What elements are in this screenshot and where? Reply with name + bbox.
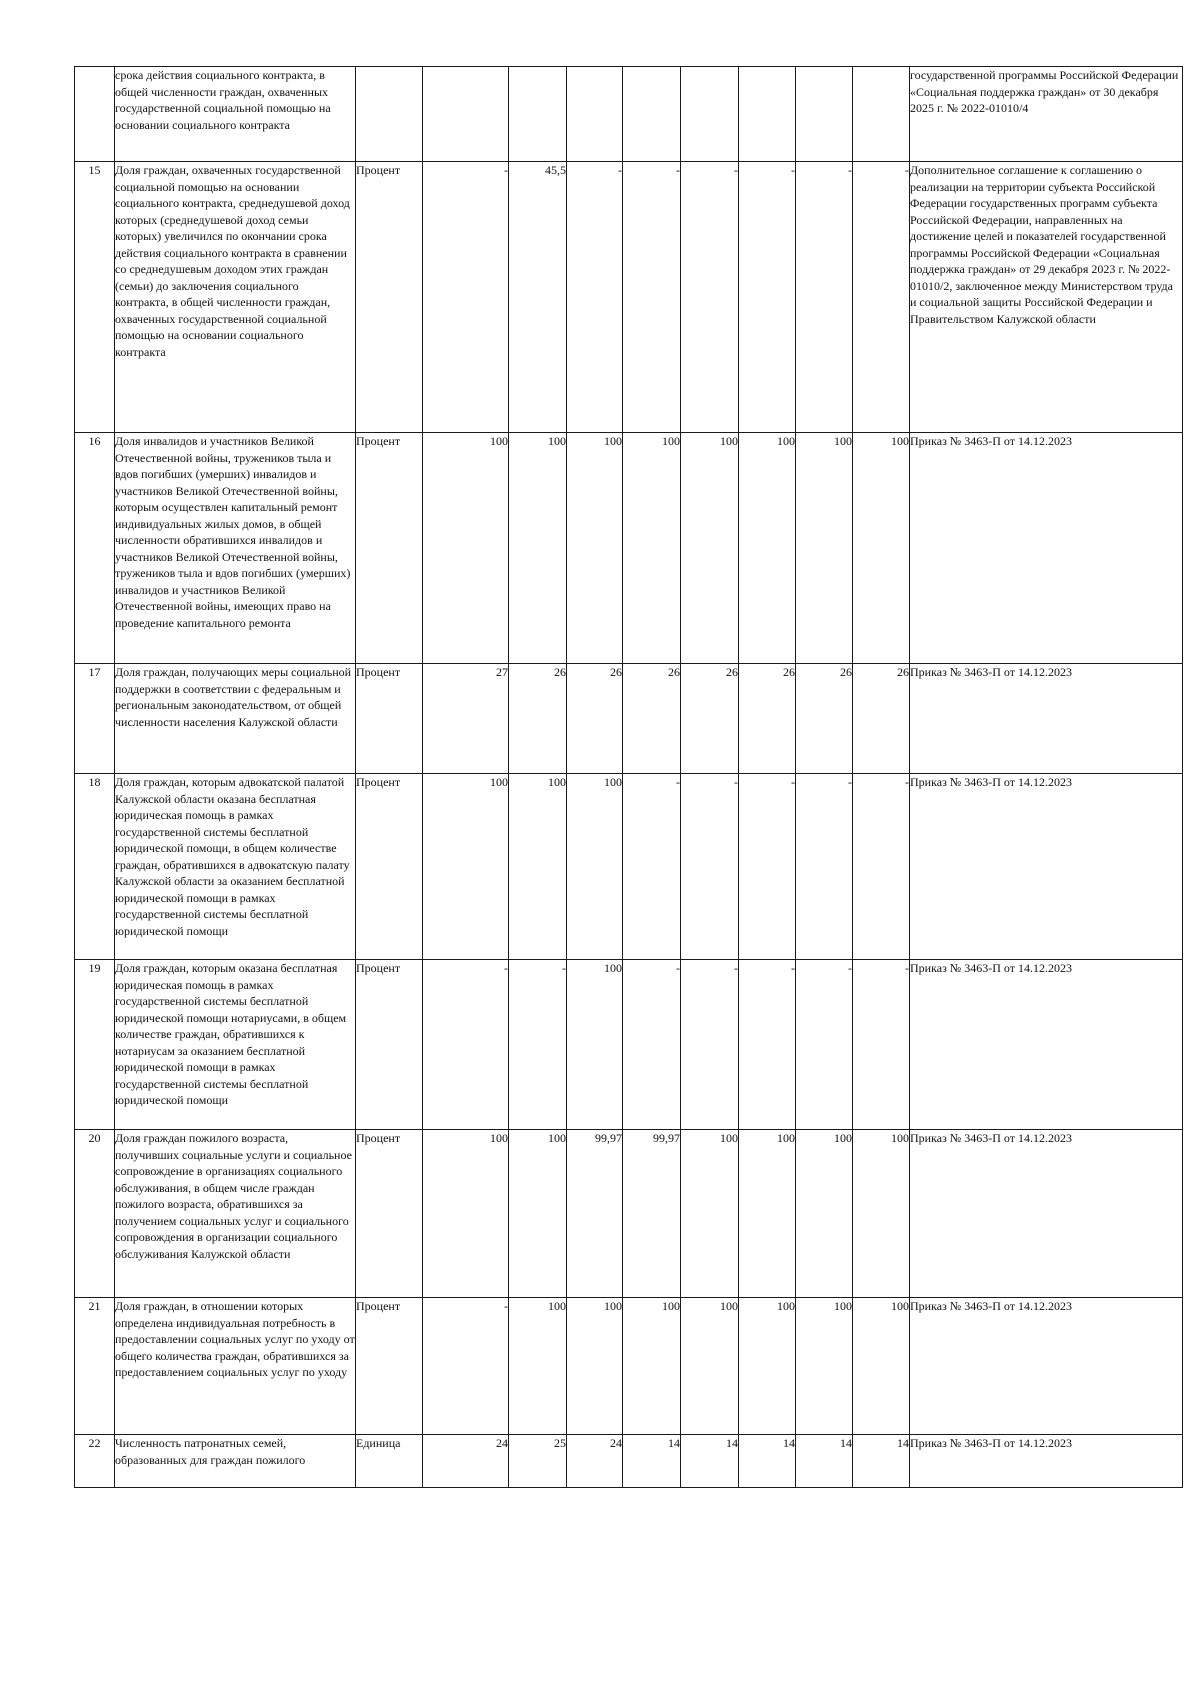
table-row (75, 960, 1183, 1130)
table-row (75, 433, 1183, 664)
value-cell: 100 (739, 1298, 796, 1435)
value-cell (739, 67, 796, 162)
value-cell: - (681, 162, 739, 433)
value-cell: 100 (567, 960, 623, 1130)
indicator-name: Доля граждан, охваченных государственной социальной помощью на основании социального контракта, среднедушевой доход которых (среднедушевой доход семьи которых) увеличился по окончании срока действия социального контракта в сравнении со среднедушевым доходом этих граждан (семьи) до заключения социального контракта, в общей численности граждан, охваченных государственной социальной помощью на основании социального контракта (115, 162, 356, 433)
value-cell: - (853, 162, 910, 433)
value-cell: 100 (796, 433, 853, 664)
source-document: Дополнительное соглашение к соглашению о реализации на территории субъекта Российской Федерации государственных программ субъекта Российской Федерации, направленных на достижение целей и показателей государственной программы Российской Федерации «Социальная поддержка граждан» от 29 декабря 2023 г. № 2022-01010/2, заключенное между Министерством труда и социальной защиты Российской Федерации и Правительством Калужской области (910, 162, 1183, 433)
table-row (75, 1298, 1183, 1435)
value-cell: 100 (423, 774, 509, 960)
value-cell: 99,97 (623, 1130, 681, 1298)
unit-cell: Процент (356, 664, 423, 774)
value-cell: - (423, 960, 509, 1130)
value-cell: 100 (567, 1298, 623, 1435)
value-cell: 26 (567, 664, 623, 774)
source-document: Приказ № 3463-П от 14.12.2023 (910, 433, 1183, 664)
source-document: Приказ № 3463-П от 14.12.2023 (910, 1130, 1183, 1298)
table-row (75, 162, 1183, 433)
value-cell: 26 (739, 664, 796, 774)
value-cell (423, 67, 509, 162)
value-cell: 14 (853, 1435, 910, 1488)
table-body (75, 67, 1183, 1488)
value-cell: 24 (423, 1435, 509, 1488)
unit-cell (356, 67, 423, 162)
value-cell (796, 67, 853, 162)
value-cell: 14 (623, 1435, 681, 1488)
row-number: 18 (75, 774, 115, 960)
source-document: Приказ № 3463-П от 14.12.2023 (910, 1435, 1183, 1488)
value-cell: 26 (509, 664, 567, 774)
value-cell: 26 (796, 664, 853, 774)
value-cell: 100 (423, 433, 509, 664)
row-number (75, 67, 115, 162)
document-page (74, 66, 1183, 1488)
value-cell (509, 67, 567, 162)
value-cell: 100 (853, 1130, 910, 1298)
value-cell: 99,97 (567, 1130, 623, 1298)
value-cell: 14 (739, 1435, 796, 1488)
source-document: Приказ № 3463-П от 14.12.2023 (910, 960, 1183, 1130)
value-cell: 100 (623, 1298, 681, 1435)
value-cell: - (681, 960, 739, 1130)
value-cell: - (681, 774, 739, 960)
indicator-name: Доля граждан, в отношении которых определена индивидуальная потребность в предоставлении социальных услуг по уходу от общего количества граждан, обратившихся за предоставлением социальных услуг по уходу (115, 1298, 356, 1435)
unit-cell: Единица (356, 1435, 423, 1488)
value-cell (623, 67, 681, 162)
source-document: Приказ № 3463-П от 14.12.2023 (910, 1298, 1183, 1435)
indicator-name: Доля граждан, которым оказана бесплатная юридическая помощь в рамках государственной системы бесплатной юридической помощи нотариусами, в общем количестве граждан, обратившихся к нотариусам за оказанием бесплатной юридической помощи в рамках государственной системы бесплатной юридической помощи (115, 960, 356, 1130)
row-number: 15 (75, 162, 115, 433)
row-number: 21 (75, 1298, 115, 1435)
value-cell: 45,5 (509, 162, 567, 433)
unit-cell: Процент (356, 774, 423, 960)
value-cell: 100 (739, 1130, 796, 1298)
indicator-name: Численность патронатных семей, образованных для граждан пожилого (115, 1435, 356, 1488)
row-number: 17 (75, 664, 115, 774)
unit-cell: Процент (356, 960, 423, 1130)
source-document: Приказ № 3463-П от 14.12.2023 (910, 664, 1183, 774)
indicator-name: Доля граждан, которым адвокатской палатой Калужской области оказана бесплатная юридическая помощь в рамках государственной системы бесплатной юридической помощи, в общем количестве граждан, обратившихся в адвокатскую палату Калужской области за оказанием бесплатной юридической помощи в рамках государственной системы бесплатной юридической помощи (115, 774, 356, 960)
value-cell: 100 (509, 1298, 567, 1435)
value-cell: 100 (509, 774, 567, 960)
row-number: 22 (75, 1435, 115, 1488)
value-cell: - (623, 960, 681, 1130)
value-cell: 100 (681, 433, 739, 664)
unit-cell: Процент (356, 162, 423, 433)
indicator-name: Доля граждан пожилого возраста, получивших социальные услуги и социальное сопровождение в организациях социального обслуживания, в общем числе граждан пожилого возраста, обратившихся за получением социальных услуг и социального сопровождения в организации социального обслуживания Калужской области (115, 1130, 356, 1298)
value-cell: 100 (853, 1298, 910, 1435)
value-cell: 25 (509, 1435, 567, 1488)
value-cell: 100 (681, 1298, 739, 1435)
value-cell: 14 (796, 1435, 853, 1488)
indicator-name: Доля инвалидов и участников Великой Отечественной войны, тружеников тыла и вдов погибших (умерших) инвалидов и участников Великой Отечественной войны, которым осуществлен капитальный ремонт индивидуальных жилых домов, в общей численности обратившихся инвалидов и участников Великой Отечественной войны, тружеников тыла и вдов погибших (умерших) инвалидов и участников Великой Отечественной войны, имеющих право на проведение капитального ремонта (115, 433, 356, 664)
value-cell: 100 (853, 433, 910, 664)
value-cell: 100 (796, 1130, 853, 1298)
value-cell: - (739, 960, 796, 1130)
table-row (75, 1435, 1183, 1488)
value-cell: - (796, 774, 853, 960)
value-cell: 24 (567, 1435, 623, 1488)
value-cell: - (509, 960, 567, 1130)
row-number: 20 (75, 1130, 115, 1298)
value-cell: 100 (509, 1130, 567, 1298)
source-document: государственной программы Российской Федерации «Социальная поддержка граждан» от 30 декабря 2025 г. № 2022-01010/4 (910, 67, 1183, 162)
value-cell: - (739, 774, 796, 960)
value-cell: 100 (681, 1130, 739, 1298)
value-cell: 26 (681, 664, 739, 774)
value-cell (681, 67, 739, 162)
value-cell: 100 (623, 433, 681, 664)
table-row (75, 1130, 1183, 1298)
value-cell: - (423, 1298, 509, 1435)
table-row (75, 774, 1183, 960)
value-cell: 100 (509, 433, 567, 664)
value-cell (567, 67, 623, 162)
value-cell: - (796, 960, 853, 1130)
value-cell: - (796, 162, 853, 433)
source-document: Приказ № 3463-П от 14.12.2023 (910, 774, 1183, 960)
indicator-name: Доля граждан, получающих меры социальной поддержки в соответствии с федеральным и региональным законодательством, от общей численности населения Калужской области (115, 664, 356, 774)
value-cell: 27 (423, 664, 509, 774)
value-cell: - (853, 774, 910, 960)
indicator-name: срока действия социального контракта, в общей численности граждан, охваченных государственной социальной помощью на основании социального контракта (115, 67, 356, 162)
value-cell: 100 (567, 774, 623, 960)
unit-cell: Процент (356, 1298, 423, 1435)
unit-cell: Процент (356, 433, 423, 664)
value-cell: 100 (739, 433, 796, 664)
value-cell: - (739, 162, 796, 433)
row-number: 19 (75, 960, 115, 1130)
value-cell (853, 67, 910, 162)
value-cell: - (567, 162, 623, 433)
value-cell: - (853, 960, 910, 1130)
value-cell: 100 (796, 1298, 853, 1435)
row-number: 16 (75, 433, 115, 664)
value-cell: 26 (853, 664, 910, 774)
value-cell: - (623, 774, 681, 960)
unit-cell: Процент (356, 1130, 423, 1298)
indicators-table (74, 66, 1183, 1488)
table-row (75, 664, 1183, 774)
value-cell: 100 (567, 433, 623, 664)
value-cell: 26 (623, 664, 681, 774)
value-cell: - (423, 162, 509, 433)
value-cell: 14 (681, 1435, 739, 1488)
value-cell: - (623, 162, 681, 433)
table-row (75, 67, 1183, 162)
value-cell: 100 (423, 1130, 509, 1298)
